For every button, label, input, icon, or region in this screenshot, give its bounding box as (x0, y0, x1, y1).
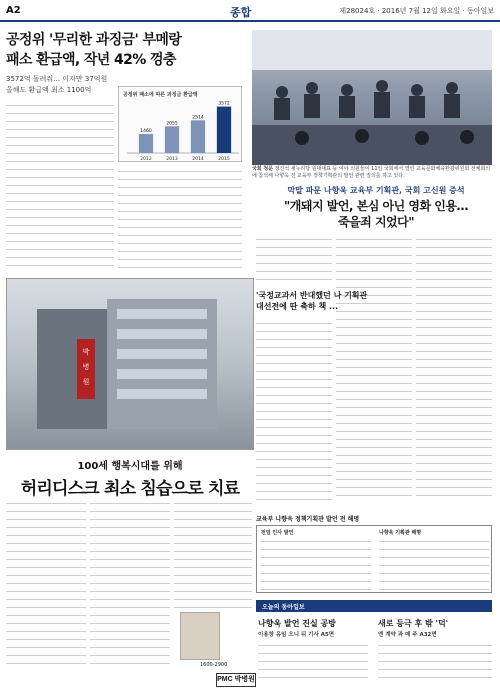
story3-body-text (256, 320, 332, 500)
chart-value-label: 2514 (192, 115, 204, 121)
story2-body-text-col2 (336, 236, 412, 498)
svg-text:원: 원 (82, 378, 90, 386)
hearing-photo (252, 30, 492, 165)
bottom-story2-subhead: 엔 계약 과 매 주 A32면 (378, 632, 437, 638)
caption-text: 정진석 새누리당 원내대표 등 여야 의원들이 11일 국회에서 열린 교육문화체육관광위원회 전체회의에 참석해 나향욱 전 교육부 정책기획관의 발언 관련 질의를 하고 있다. (252, 166, 491, 179)
story1-body-text-col2 (118, 168, 242, 270)
story2-kicker: 막말 파문 나향욱 교육부 기획관, 국회 고신원 증석 (287, 186, 465, 195)
bottom-story2-headline: 새로 등극 후 밖 '덕' (378, 619, 449, 628)
hearing-photo-caption (252, 166, 492, 180)
bottom-story1-subhead: 이용창 유임 오니 뒤 기사 A5면 (258, 632, 335, 638)
ad-headline-main: 허리디스크 최소 침습으로 치료 (20, 479, 240, 499)
chart-bar-2013 (165, 126, 179, 153)
chart-bar-2015 (217, 107, 231, 153)
ad-body-col2 (90, 500, 170, 668)
hearing-photo-scene (252, 30, 492, 165)
story2-body-text-col3 (416, 236, 492, 498)
chart-tick-label: 2013 (166, 157, 178, 162)
chart-tick-label: 2015 (218, 157, 230, 162)
bottom-story1-headline: 나향욱 발언 진실 공방 (258, 619, 336, 628)
hospital-building-illustration (7, 279, 255, 451)
story3-headline: '국정교과서 반대했던 나 기획관 대선전에 딴 축하 책 ... (256, 291, 368, 311)
chart-value-label: 2055 (166, 121, 178, 127)
page-number: A2 (6, 5, 21, 16)
refund-chart-svg (119, 87, 243, 163)
hospital-phone: 1600-2900 (200, 662, 228, 668)
story2-headline-line2: 죽을죄 지었다" (338, 215, 414, 229)
hospital-logo: PMC 박병원 (216, 673, 256, 687)
chart-bar-2012 (139, 134, 153, 153)
story1-subhead-1: 3572억 돌려줘… 이자만 37억원 (6, 75, 108, 83)
story2-body-text (256, 236, 332, 286)
chart-tick-label: 2014 (192, 157, 204, 162)
hospital-ad-image (6, 278, 254, 450)
corrections-col2-header: 나향욱 기획관 해명 (379, 530, 422, 536)
corrections-title: 교육부 나향욱 정책기획관 발언 전 해명 (256, 516, 360, 523)
story1-body-text (6, 102, 114, 270)
story2-headline-line1: "개돼지 발언, 본심 아닌 영화 인용… (284, 199, 468, 213)
story1-headline-line1: 공정위 '무리한 과징금' 부메랑 (6, 32, 182, 48)
chart-value-label: 3572 (218, 101, 230, 107)
corrections-table (256, 525, 492, 593)
corrections-col1-header: 전임 인사 발언 (261, 530, 294, 536)
caption-title: 국회 청문 (252, 166, 274, 172)
doctor-photo (180, 612, 220, 660)
ad-body-col3 (174, 500, 252, 608)
bottom-story1-body (258, 642, 368, 684)
chart-title: 공정위 패소에 따른 과징금 환급액 (123, 92, 198, 98)
refund-chart (118, 86, 242, 162)
ad-headline-top: 100세 행복시대를 위해 (77, 461, 183, 472)
ad-body-col1 (6, 500, 86, 668)
today-bar-label: 오늘의 동아일보 (262, 604, 305, 611)
story2-headline (258, 198, 494, 230)
story1-headline (6, 30, 246, 70)
story1-headline-line2: 패소 환급액, 작년 42% 껑충 (6, 52, 176, 68)
chart-bar-2014 (191, 120, 205, 153)
svg-text:병: 병 (82, 363, 90, 371)
chart-value-label: 1460 (140, 129, 152, 135)
chart-tick-label: 2012 (140, 157, 152, 162)
story1-subhead-2: 올해도 환급액 최소 1100억 (6, 86, 92, 94)
bottom-story2-body (378, 642, 492, 684)
section-label: 종합 (230, 6, 252, 19)
issue-meta: 제28024호 · 2016년 7월 12일 화요일 · 동아일보 (339, 7, 494, 15)
building-sign-text: 박 (82, 348, 90, 356)
